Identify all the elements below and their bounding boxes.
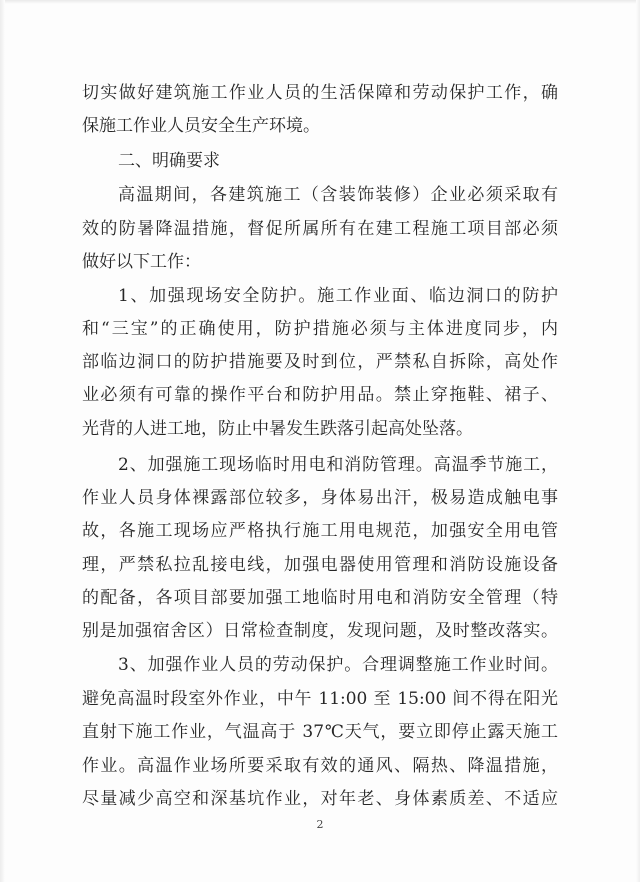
text-line: 尽量减少高空和深基坑作业，对年老、身体素质差、不适应 (82, 789, 558, 809)
text-line: 高温期间，各建筑施工（含装饰装修）企业必须采取有 (118, 185, 558, 205)
text-line: 保施工作业人员安全生产环境。 (82, 116, 320, 136)
text-line: 故，各施工现场应严格执行施工用电规范，加强安全用电管 (82, 521, 558, 541)
text-line: 避免高温时段室外作业，中午 11:00 至 15:00 间不得在阳光 (82, 689, 558, 709)
text-line: 3、加强作业人员的劳动保护。合理调整施工作业时间。 (118, 655, 558, 675)
section-heading: 二、明确要求 (118, 151, 220, 171)
scan-edge-top (0, 0, 640, 4)
text-line: 别是加强宿舍区）日常检查制度，发现问题，及时整改落实。 (82, 621, 558, 641)
text-line: 的配备，各项目部要加强工地临时用电和消防安全管理（特 (82, 588, 558, 608)
text-line: 1、加强现场安全防护。施工作业面、临边洞口的防护 (118, 286, 558, 306)
text-line: 效的防暑降温措施，督促所属所有在建工程施工项目部必须 (82, 219, 558, 239)
page-number: 2 (316, 818, 324, 831)
text-line: 直射下施工作业，气温高于 37℃天气，要立即停止露天施工 (82, 722, 558, 742)
scan-edge-left (0, 0, 5, 882)
text-line: 部临边洞口的防护措施要及时到位，严禁私自拆除，高处作 (82, 352, 558, 372)
text-line: 作业。高温作业场所要采取有效的通风、隔热、降温措施， (82, 756, 558, 776)
text-line: 2、加强施工现场临时用电和消防管理。高温季节施工， (118, 455, 558, 475)
text-line: 业必须有可靠的操作平台和防护用品。禁止穿拖鞋、裙子、 (82, 385, 558, 405)
text-line: 光背的人进工地，防止中暑发生跌落引起高处坠落。 (82, 419, 473, 439)
text-line: 做好以下工作： (82, 252, 201, 272)
scan-edge-right (636, 0, 640, 882)
text-line: 切实做好建筑施工作业人员的生活保障和劳动保护工作，确 (82, 83, 558, 103)
text-line: 理，严禁私拉乱接电线，加强电器使用管理和消防设施设备 (82, 555, 558, 575)
text-line: 作业人员身体裸露部位较多，身体易出汗，极易造成触电事 (82, 488, 558, 508)
text-line: 和“三宝”的正确使用，防护措施必须与主体进度同步，内 (82, 319, 558, 339)
